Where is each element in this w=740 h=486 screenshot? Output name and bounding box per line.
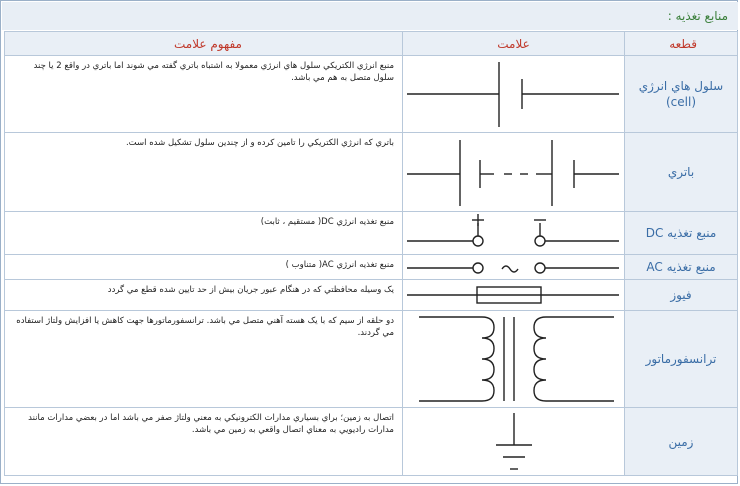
table-row [5,255,738,280]
table-header-row [5,32,738,56]
ac-supply-symbol-icon [404,256,624,279]
component-name: فيوز [625,280,738,311]
ground-symbol-icon [404,409,624,475]
header-symbol: علامت [403,32,625,56]
symbols-table [4,31,738,476]
component-description: منبع تغذيه انرژي DC( مستقيم ، ثابت) [5,212,403,255]
dc-supply-symbol-icon [404,213,624,254]
component-name: منبع تغذيه AC [625,255,738,280]
symbol-cell [403,280,625,311]
table-row [5,311,738,408]
component-description: منبع تغذيه انرژي AC( متناوب ) [5,255,403,280]
header-meaning: مفهوم علامت [5,32,403,56]
panel-title-bar [2,2,738,30]
symbol-cell [403,133,625,212]
symbol-cell [403,255,625,280]
table-row [5,408,738,476]
transformer-symbol-icon [404,312,624,407]
symbol-cell [403,212,625,255]
component-name: زمين [625,408,738,476]
panel-title: منابع تغذیه : [667,9,728,23]
component-description: منبع انرژي الکتريکي سلول هاي انرژي معمولا به اشتباه باتري گفته مي شوند اما باتري در واقع 2 يا چند سلول متصل به هم مي باشد. [5,56,403,133]
component-name: منبع تغذيه DC [625,212,738,255]
component-description: اتصال به زمين؛ براي بسياري مدارات الکترونيکي به معني ولتاژ صفر مي باشد اما در بعضي مدارات مانند مدارات راديويي به معناي اتصال واقعي به زمين مي باشد. [5,408,403,476]
component-name: باتري [625,133,738,212]
table-row [5,56,738,133]
component-description: باتري که انرژي الکتريکي را تامين کرده و از چندين سلول تشکيل شده است. [5,133,403,212]
component-description: يک وسيله محافظتي که در هنگام عبور جريان بيش از حد تايين شده قطع مي گردد [5,280,403,311]
header-piece: قطعه [625,32,738,56]
component-name: ترانسفورماتور [625,311,738,408]
table-row [5,133,738,212]
symbol-cell [403,56,625,133]
component-name: سلول هاي انرژي (cell) [625,56,738,133]
cell-symbol-icon [404,57,624,132]
table-row [5,280,738,311]
symbol-cell [403,311,625,408]
table-row [5,212,738,255]
component-description: دو حلقه از سيم که با يک هسته آهني متصل مي باشد. ترانسفورماتورها جهت کاهش يا افزايش ولتاژ استفاده مي گردند. [5,311,403,408]
fuse-symbol-icon [404,281,624,310]
battery-symbol-icon [404,134,624,211]
symbol-cell [403,408,625,476]
